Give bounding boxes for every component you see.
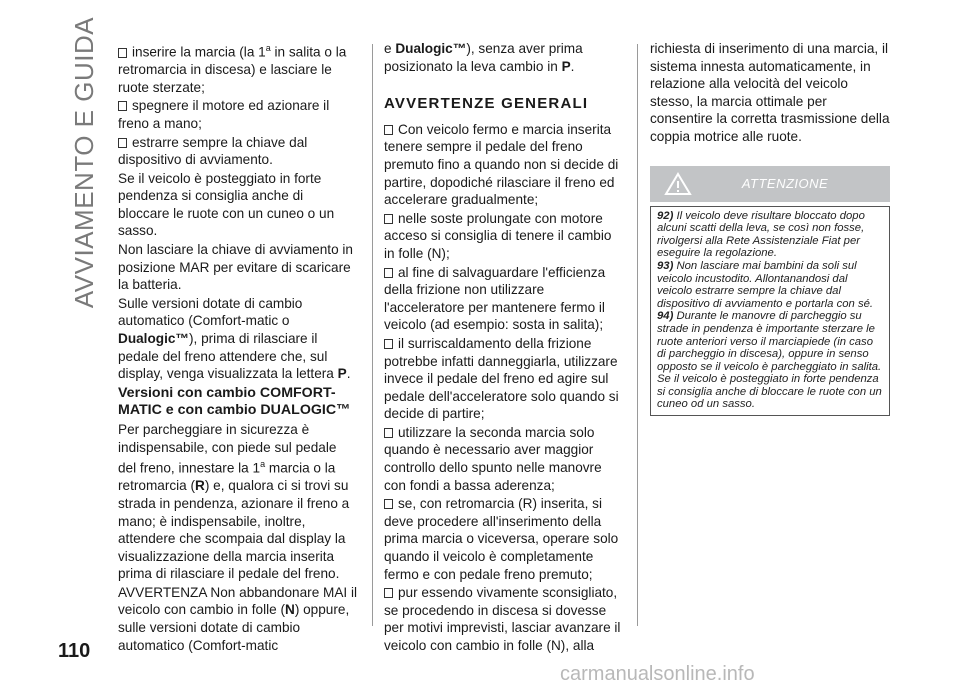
warning-title: ATTENZIONE <box>741 175 829 191</box>
column-3 <box>650 40 890 416</box>
list-item: se, con retromarcia (R) inserita, si deve procedere all'inserimento della prima marcia o viceversa, operare solo quando il veicolo è completamente fermo e con pedale freno premuto; <box>384 495 624 583</box>
warning-icon <box>664 172 692 201</box>
paragraph: AVVERTENZA Non abbandonare MAI il veicolo con cambio in folle (N) oppure, sulle versioni dotate di cambio automatico (Comfort-matic <box>118 584 358 653</box>
paragraph: e Dualogic™), senza aver prima posizionato la leva cambio in P. <box>384 41 583 74</box>
watermark: carmanualsonline.info <box>560 663 755 685</box>
subsection-heading: Versioni con cambio COMFORT-MATIC e con cambio DUALOGIC™ <box>118 384 351 419</box>
section-side-title: AVVIAMENTO E GUIDA <box>69 16 100 308</box>
column-divider <box>637 44 638 626</box>
paragraph: Per parcheggiare in sicurezza è indispensabile, con piede sul pedale del freno, innestare la 1$^a$ marcia o la retromarcia (R) e, qualora ci si trovi su strada in pendenza, azionare il freno a mano; è indispensabile, inoltre, attendere che scompaia dal display la visualizzazione della marcia inserita prima di rilasciare il pedale del freno. <box>118 422 350 582</box>
list-item: inserire la marcia (la 1$^a$ in salita o la retromarcia in discesa) e lasciare le ruote sterzate; <box>118 40 358 96</box>
paragraph: Se il veicolo è posteggiato in forte pendenza si consiglia anche di bloccare le ruote con un cuneo o un sasso. <box>118 170 335 239</box>
column-1 <box>118 40 358 655</box>
section-heading: AVVERTENZE GENERALI <box>384 95 589 113</box>
list-item: il surriscaldamento della frizione potrebbe infatti danneggiarla, utilizzare invece il pedale del freno ed agire sul pedale dell'acceleratore solo quando si decide di partire; <box>384 335 624 423</box>
column-divider <box>372 44 373 626</box>
warning-header <box>650 166 890 202</box>
list-item: utilizzare la seconda marcia solo quando è necessario aver maggior controllo dello spunto nelle manovre con fondi a bassa aderenza; <box>384 424 624 494</box>
list-item: Con veicolo fermo e marcia inserita tenere sempre il pedale del freno premuto fino a quando non si decide di partire, dopodiché rilasciare il freno ed accelerare gradualmente; <box>384 121 624 209</box>
paragraph: Non lasciare la chiave di avviamento in posizione MAR per evitare di scaricare la batteria. <box>118 242 353 293</box>
list-item: pur essendo vivamente sconsigliato, se procedendo in discesa si dovesse per motivi imprevisti, lasciar avanzare il veicolo con cambio in folle (N), alla <box>384 584 624 654</box>
page-number: 110 <box>58 640 91 662</box>
warning-item: 94) Durante le manovre di parcheggio su strade in pendenza è importante sterzare le ruote anteriori verso il marciapiede (in caso di parcheggio in discesa), oppure in senso opposto se il veicolo è parcheggiato in salita. Se il veicolo è posteggiato in forte pendenza si consiglia anche di bloccare le ruote con un cuneo od un sasso. <box>657 310 882 411</box>
list-item: spegnere il motore ed azionare il freno a mano; <box>118 97 358 132</box>
warning-item: 92) Il veicolo deve risultare bloccato dopo alcuni scatti della leva, se così non fosse, rivolgersi alla Rete Assistenziale Fiat per eseguire la regolazione. <box>657 209 865 260</box>
column-2 <box>384 40 624 656</box>
paragraph: Sulle versioni dotate di cambio automatico (Comfort-matic o Dualogic™), prima di rilasciare il pedale del freno attendere che, sul display, venga visualizzata la lettera P. <box>118 295 351 382</box>
warning-item: 93) Non lasciare mai bambini da soli sul veicolo incustodito. Allontanandosi dal veicolo estrarre sempre la chiave dal dispositivo di avviamento e portarla con sé. <box>657 259 874 310</box>
warning-box <box>650 206 890 417</box>
list-item: estrarre sempre la chiave dal dispositivo di avviamento. <box>118 134 358 169</box>
paragraph: richiesta di inserimento di una marcia, il sistema innesta automaticamente, in relazione alla velocità del veicolo stesso, la marcia ottimale per consentire la corretta trasmissione della coppia motrice alle ruote. <box>650 41 890 144</box>
list-item: al fine di salvaguardare l'efficienza della frizione non utilizzare l'acceleratore per mantenere fermo il veicolo (ad esempio: sosta in salita); <box>384 264 624 334</box>
list-item: nelle soste prolungate con motore acceso si consiglia di tenere il cambio in folle (N); <box>384 210 624 263</box>
